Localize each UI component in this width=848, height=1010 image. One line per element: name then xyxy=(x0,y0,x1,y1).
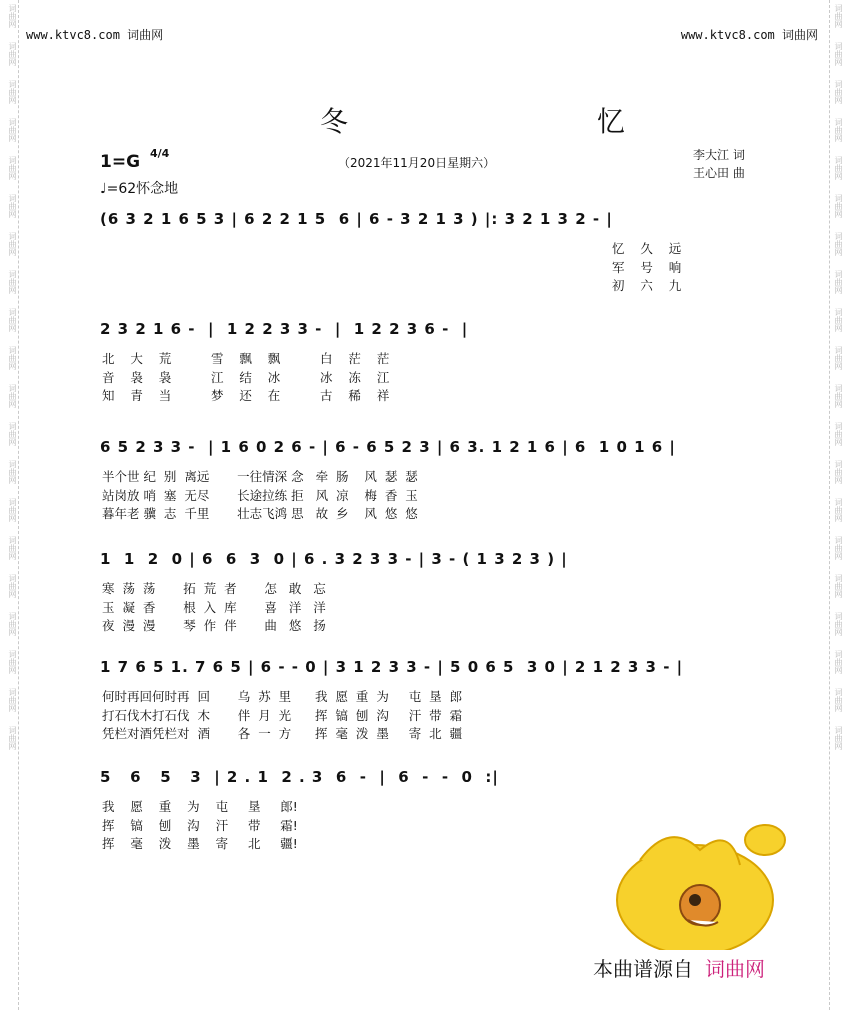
lyric-line: 挥 毫 泼 墨 寄 北 疆! xyxy=(102,836,298,851)
watermark-char: 词曲网 xyxy=(834,460,843,484)
watermark-char: 词曲网 xyxy=(834,422,843,446)
lyric-line: 音 袅 袅 江 结 冰 冰 冻 江 xyxy=(102,369,390,385)
source-site-link[interactable]: 词曲网 xyxy=(705,957,765,981)
lyrics-block xyxy=(612,240,681,296)
lyric-line: 凭栏对酒凭栏对 酒 各 一 方 挥 毫 泼 墨 寄 北 疆 xyxy=(102,726,463,741)
lyric-line: 挥 镐 刨 沟 汗 带 霜! xyxy=(102,817,298,833)
watermark-char: 词曲网 xyxy=(834,498,843,522)
watermark-char: 词曲网 xyxy=(8,726,17,750)
lyric-line: 军 号 响 xyxy=(612,259,682,275)
watermark-char: 词曲网 xyxy=(834,156,843,180)
watermark-char: 词曲网 xyxy=(834,194,843,218)
watermark-char: 词曲网 xyxy=(8,308,17,332)
watermark-char: 词曲网 xyxy=(834,118,843,142)
lyrics-block xyxy=(102,468,418,524)
watermark-char: 词曲网 xyxy=(8,384,17,408)
key-signature: 1=G xyxy=(100,152,141,172)
lyric-line: 寒 荡 荡 拓 荒 者 怎 敢 忘 xyxy=(102,581,326,596)
watermark-char: 词曲网 xyxy=(834,80,843,104)
song-title: 冬 忆 xyxy=(320,105,745,138)
watermark-char: 词曲网 xyxy=(8,688,17,712)
watermark-char: 词曲网 xyxy=(834,232,843,256)
composition-date: （2021年11月20日星期六） xyxy=(338,156,496,170)
notation-row: 1 7 6 5 1. 7 6 5 | 6 - - 0 | 3 1 2 3 3 - | 5 0 6 5 3 0 | 2 1 2 3 3 - | xyxy=(100,658,684,676)
lyric-line: 站岗放 哨 塞 无尽 长途拉练 拒 风 凉 梅 香 玉 xyxy=(102,487,418,503)
notation-row: (6 3 2 1 6 5 3 | 6 2 2 1 5 6 | 6 - 3 2 1 3 ) |: 3 2 1 3 2 - | xyxy=(100,210,613,228)
watermark-char: 词曲网 xyxy=(8,232,17,256)
watermark-char: 词曲网 xyxy=(834,270,843,294)
watermark-char: 词曲网 xyxy=(834,726,843,750)
watermark-char: 词曲网 xyxy=(834,42,843,66)
watermark-char: 词曲网 xyxy=(834,650,843,674)
right-watermark-strip xyxy=(829,0,844,1010)
watermark-char: 词曲网 xyxy=(8,574,17,598)
watermark-char: 词曲网 xyxy=(8,536,17,560)
watermark-char: 词曲网 xyxy=(8,270,17,294)
lyrics-block xyxy=(102,688,462,744)
lyrics-block xyxy=(102,798,298,854)
lyric-line: 何时再回何时再 回 乌 苏 里 我 愿 重 为 屯 垦 郎 xyxy=(102,689,463,704)
watermark-char: 词曲网 xyxy=(8,194,17,218)
watermark-char: 词曲网 xyxy=(8,42,17,66)
time-signature-text: 4/4 xyxy=(150,147,170,160)
lyric-line: 初 六 九 xyxy=(612,278,682,293)
watermark-char: 词曲网 xyxy=(8,346,17,370)
watermark-char: 词曲网 xyxy=(8,156,17,180)
lyric-line: 夜 漫 漫 琴 作 伴 曲 悠 扬 xyxy=(102,618,326,633)
watermark-char: 词曲网 xyxy=(834,612,843,636)
watermark-char: 词曲网 xyxy=(8,498,17,522)
watermark-char: 词曲网 xyxy=(8,650,17,674)
lyric-line: 知 青 当 梦 还 在 古 稀 祥 xyxy=(102,388,390,403)
composer-credit: 王心田 曲 xyxy=(693,166,745,180)
watermark-char: 词曲网 xyxy=(834,4,843,28)
watermark-char: 词曲网 xyxy=(8,118,17,142)
lyric-line: 打石伐木打石伐 木 伴 月 光 挥 镐 刨 沟 汗 带 霜 xyxy=(102,707,463,723)
lyric-line: 我 愿 重 为 屯 垦 郎! xyxy=(102,799,298,814)
mascot-chick-illustration xyxy=(600,820,790,950)
watermark-char: 词曲网 xyxy=(834,574,843,598)
header-site-right[interactable]: www.ktvc8.com 词曲网 xyxy=(680,28,818,42)
left-watermark-strip xyxy=(4,0,19,1010)
lyricist-credit: 李大江 词 xyxy=(693,148,745,162)
lyric-line: 暮年老 骥 志 千里 壮志飞鸿 思 故 乡 风 悠 悠 xyxy=(102,506,418,521)
watermark-char: 词曲网 xyxy=(8,4,17,28)
watermark-char: 词曲网 xyxy=(834,688,843,712)
header-site-left[interactable]: www.ktvc8.com 词曲网 xyxy=(26,28,164,42)
time-signature xyxy=(150,148,169,159)
watermark-char: 词曲网 xyxy=(834,308,843,332)
watermark-char: 词曲网 xyxy=(834,346,843,370)
watermark-char: 词曲网 xyxy=(8,422,17,446)
source-text: 本曲谱源自 xyxy=(593,957,693,981)
source-badge xyxy=(593,953,765,982)
tempo-mark: ♩=62怀念地 xyxy=(100,181,179,197)
watermark-char: 词曲网 xyxy=(834,384,843,408)
notation-row: 1 1 2 0 | 6 6 3 0 | 6 . 3 2 3 3 - | 3 - ( 1 3 2 3 ) | xyxy=(100,550,568,568)
lyric-line: 半个世 纪 别 离远 一往情深 念 牵 肠 风 瑟 瑟 xyxy=(102,469,418,484)
lyric-line: 玉 凝 香 根 入 库 喜 洋 洋 xyxy=(102,599,326,615)
watermark-char: 词曲网 xyxy=(8,460,17,484)
notation-row: 5 6 5 3 | 2 . 1 2 . 3 6 - | 6 - - 0 :| xyxy=(100,768,499,786)
lyrics-block xyxy=(102,580,326,636)
lyric-line: 北 大 荒 雪 飘 飘 白 茫 茫 xyxy=(102,351,390,366)
notation-row: 2 3 2 1 6 - | 1 2 2 3 3 - | 1 2 2 3 6 - | xyxy=(100,320,469,338)
notation-row: 6 5 2 3 3 - | 1 6 0 2 6 - | 6 - 6 5 2 3 | 6 3. 1 2 1 6 | 6 1 0 1 6 | xyxy=(100,438,676,456)
watermark-char: 词曲网 xyxy=(8,612,17,636)
lyrics-block xyxy=(102,350,389,406)
watermark-char: 词曲网 xyxy=(834,536,843,560)
watermark-char: 词曲网 xyxy=(8,80,17,104)
lyric-line: 忆 久 远 xyxy=(612,241,682,256)
